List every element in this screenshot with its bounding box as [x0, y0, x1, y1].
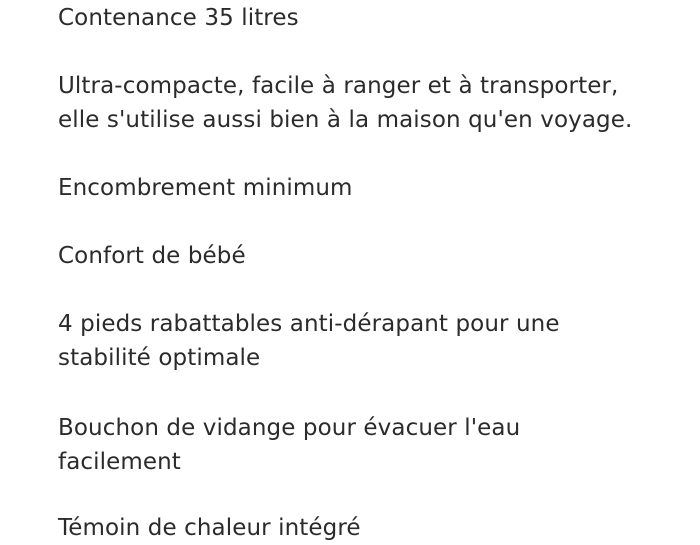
feature-capacity: Contenance 35 litres [58, 5, 299, 31]
feature-compact: Ultra-compacte, facile à ranger et à transporter, elle s'utilise aussi bien à la maison qu'en voyage. [58, 73, 633, 133]
feature-drain-plug: Bouchon de vidange pour évacuer l'eau facilement [58, 415, 521, 475]
feature-minimum-footprint: Encombrement minimum [58, 175, 353, 201]
feature-baby-comfort: Confort de bébé [58, 243, 246, 269]
feature-heat-indicator: Témoin de chaleur intégré [58, 515, 361, 541]
feature-foldable-legs: 4 pieds rabattables anti-dérapant pour une stabilité optimale [58, 311, 560, 371]
